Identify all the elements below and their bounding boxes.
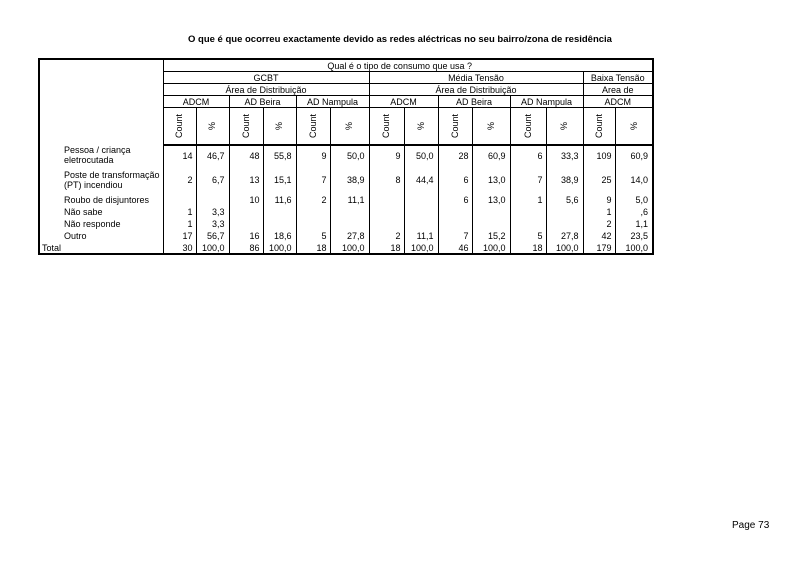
- measure-label: Count: [174, 113, 185, 139]
- crosstab-table: [38, 58, 654, 255]
- percent-cell: 13,0: [472, 194, 510, 206]
- total-count-cell: 46: [438, 242, 472, 254]
- count-cell: [229, 206, 263, 218]
- measure-label: %: [628, 121, 639, 131]
- percent-header: [330, 108, 369, 146]
- percent-cell: 27,8: [330, 230, 369, 242]
- count-cell: 28: [438, 145, 472, 165]
- percent-cell: 23,5: [615, 230, 653, 242]
- total-count-cell: 30: [163, 242, 196, 254]
- percent-cell: 1,1: [615, 218, 653, 230]
- percent-cell: [263, 218, 296, 230]
- count-cell: [229, 218, 263, 230]
- total-percent-cell: 100,0: [330, 242, 369, 254]
- count-cell: [438, 218, 472, 230]
- area-header: ADCM: [163, 96, 229, 108]
- percent-cell: [546, 206, 583, 218]
- row-label: Pessoa / criança eletrocutada: [39, 145, 163, 165]
- group-header-gcbt: GCBT: [163, 72, 369, 84]
- area-header: AD Beira: [229, 96, 296, 108]
- count-cell: 5: [510, 230, 546, 242]
- count-cell: 25: [583, 165, 615, 194]
- area-header: AD Beira: [438, 96, 510, 108]
- area-header: ADCM: [369, 96, 438, 108]
- count-cell: 14: [163, 145, 196, 165]
- count-cell: [510, 218, 546, 230]
- row-label: Roubo de disjuntores: [39, 194, 163, 206]
- total-percent-cell: 100,0: [615, 242, 653, 254]
- count-header: [163, 108, 196, 146]
- count-cell: 48: [229, 145, 263, 165]
- count-cell: 7: [296, 165, 330, 194]
- measure-label: %: [344, 121, 355, 131]
- count-cell: [369, 194, 404, 206]
- percent-cell: [546, 218, 583, 230]
- percent-cell: 44,4: [404, 165, 438, 194]
- subheader-area-gcbt: Área de Distribuição: [163, 84, 369, 96]
- area-header: ADCM: [583, 96, 653, 108]
- group-header-media-tensao: Média Tensão: [369, 72, 583, 84]
- count-cell: 42: [583, 230, 615, 242]
- measure-label: %: [485, 121, 496, 131]
- table-title: O que é que ocorreu exactamente devido as redes aléctricas no seu bairro/zona de residência: [188, 34, 612, 45]
- percent-cell: 3,3: [196, 206, 229, 218]
- table-row: [39, 218, 653, 230]
- area-header: AD Nampula: [510, 96, 583, 108]
- percent-cell: 50,0: [330, 145, 369, 165]
- count-cell: [296, 218, 330, 230]
- percent-cell: 11,6: [263, 194, 296, 206]
- total-label: Total: [39, 242, 163, 254]
- total-percent-cell: 100,0: [546, 242, 583, 254]
- row-label: Não responde: [39, 218, 163, 230]
- percent-cell: 33,3: [546, 145, 583, 165]
- row-label: Outro: [39, 230, 163, 242]
- table-row: [39, 165, 653, 194]
- count-header: [369, 108, 404, 146]
- total-row: [39, 242, 653, 254]
- count-header: [510, 108, 546, 146]
- count-cell: [438, 206, 472, 218]
- count-cell: 8: [369, 165, 404, 194]
- count-cell: 6: [438, 165, 472, 194]
- count-cell: [510, 206, 546, 218]
- percent-cell: 14,0: [615, 165, 653, 194]
- total-percent-cell: 100,0: [263, 242, 296, 254]
- total-count-cell: 18: [510, 242, 546, 254]
- total-count-cell: 18: [369, 242, 404, 254]
- count-cell: 13: [229, 165, 263, 194]
- count-cell: 2: [296, 194, 330, 206]
- measure-label: Count: [450, 113, 460, 139]
- table-row: [39, 230, 653, 242]
- percent-cell: 38,9: [330, 165, 369, 194]
- percent-cell: [196, 194, 229, 206]
- area-header: AD Nampula: [296, 96, 369, 108]
- count-header: [296, 108, 330, 146]
- subheader-area-bt: Area de: [583, 84, 653, 96]
- percent-cell: 38,9: [546, 165, 583, 194]
- row-label: Não sabe: [39, 206, 163, 218]
- total-percent-cell: 100,0: [472, 242, 510, 254]
- count-cell: 1: [163, 218, 196, 230]
- count-cell: 17: [163, 230, 196, 242]
- count-cell: [369, 218, 404, 230]
- measure-label: Count: [241, 113, 251, 139]
- percent-header: [472, 108, 510, 146]
- percent-cell: [472, 206, 510, 218]
- percent-cell: 11,1: [404, 230, 438, 242]
- percent-cell: 5,0: [615, 194, 653, 206]
- percent-cell: [330, 206, 369, 218]
- percent-header: [263, 108, 296, 146]
- percent-cell: [330, 218, 369, 230]
- count-cell: 10: [229, 194, 263, 206]
- measure-label: Count: [381, 113, 392, 139]
- count-header: [229, 108, 263, 146]
- row-label: Poste de transformação (PT) incendiou: [39, 165, 163, 194]
- measure-label: %: [274, 121, 285, 131]
- percent-cell: [472, 218, 510, 230]
- count-cell: 5: [296, 230, 330, 242]
- percent-cell: [404, 218, 438, 230]
- count-cell: 2: [163, 165, 196, 194]
- count-cell: [369, 206, 404, 218]
- percent-cell: 11,1: [330, 194, 369, 206]
- count-cell: 2: [369, 230, 404, 242]
- count-header: [438, 108, 472, 146]
- count-cell: 7: [510, 165, 546, 194]
- total-percent-cell: 100,0: [196, 242, 229, 254]
- count-cell: 109: [583, 145, 615, 165]
- count-header: [583, 108, 615, 146]
- total-percent-cell: 100,0: [404, 242, 438, 254]
- subheader-area-mt: Área de Distribuição: [369, 84, 583, 96]
- percent-header: [546, 108, 583, 146]
- measure-label: %: [559, 121, 570, 131]
- stub-header: [39, 59, 163, 145]
- percent-cell: 55,8: [263, 145, 296, 165]
- count-cell: 1: [163, 206, 196, 218]
- total-count-cell: 86: [229, 242, 263, 254]
- percent-cell: 6,7: [196, 165, 229, 194]
- percent-cell: 60,9: [615, 145, 653, 165]
- count-cell: 7: [438, 230, 472, 242]
- percent-cell: 46,7: [196, 145, 229, 165]
- percent-cell: 60,9: [472, 145, 510, 165]
- group-header-baixa-tensao: Baixa Tensão: [583, 72, 653, 84]
- percent-cell: ,6: [615, 206, 653, 218]
- page-number: Page 73: [732, 520, 770, 531]
- percent-header: [615, 108, 653, 146]
- count-cell: 9: [583, 194, 615, 206]
- percent-cell: 15,1: [263, 165, 296, 194]
- count-cell: 6: [438, 194, 472, 206]
- count-cell: 2: [583, 218, 615, 230]
- measure-label: Count: [308, 113, 318, 139]
- count-cell: 6: [510, 145, 546, 165]
- measure-label: %: [207, 121, 218, 131]
- percent-cell: 13,0: [472, 165, 510, 194]
- table-row: [39, 145, 653, 165]
- percent-cell: 15,2: [472, 230, 510, 242]
- count-cell: [296, 206, 330, 218]
- measure-label: %: [415, 121, 426, 131]
- percent-cell: 3,3: [196, 218, 229, 230]
- percent-cell: 50,0: [404, 145, 438, 165]
- percent-cell: 18,6: [263, 230, 296, 242]
- count-cell: 1: [510, 194, 546, 206]
- percent-cell: 5,6: [546, 194, 583, 206]
- count-cell: 16: [229, 230, 263, 242]
- percent-cell: [404, 206, 438, 218]
- measure-label: Count: [523, 113, 533, 139]
- count-cell: 1: [583, 206, 615, 218]
- percent-cell: [263, 206, 296, 218]
- percent-header: [196, 108, 229, 146]
- percent-cell: 56,7: [196, 230, 229, 242]
- percent-cell: 27,8: [546, 230, 583, 242]
- count-cell: [163, 194, 196, 206]
- table-row: [39, 194, 653, 206]
- total-count-cell: 18: [296, 242, 330, 254]
- total-count-cell: 179: [583, 242, 615, 254]
- top-header: Qual é o tipo de consumo que usa ?: [163, 59, 653, 72]
- percent-header: [404, 108, 438, 146]
- table-row: [39, 206, 653, 218]
- percent-cell: [404, 194, 438, 206]
- measure-label: Count: [594, 113, 604, 139]
- count-cell: 9: [296, 145, 330, 165]
- count-cell: 9: [369, 145, 404, 165]
